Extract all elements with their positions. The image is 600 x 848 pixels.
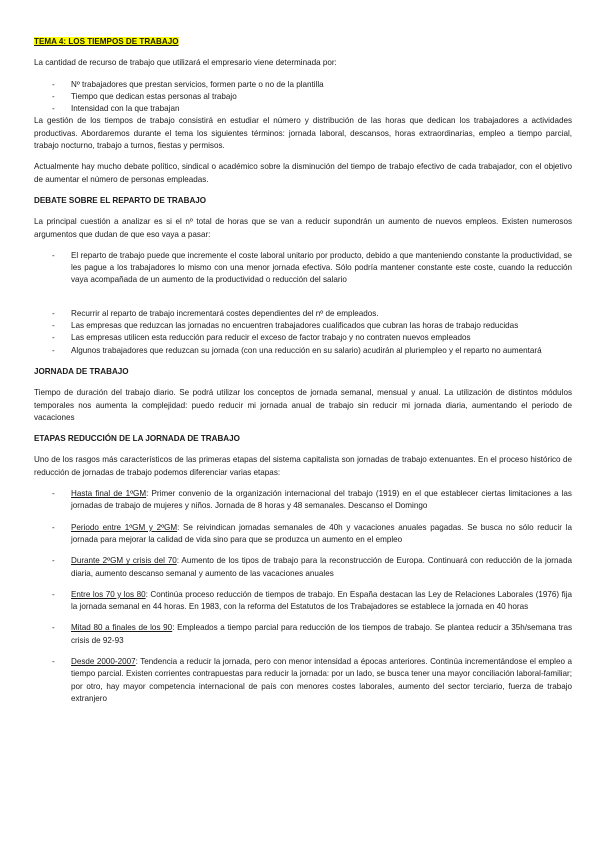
etapa-text: : Continúa proceso reducción de tiempos de trabajo. En España destacan las Ley de Relaciones Laborales (1976) fija la jornada semanal en 44 horas. En 1983, con la reforma del Estatutos de los Trabajadores se establece la jornada en 40 horas <box>71 589 572 612</box>
etapas-list <box>34 488 572 705</box>
paragraph-jornada: Tiempo de duración del trabajo diario. Se podrá utilizar los conceptos de jornada semanal, mensual y anual. La utilización de distintos módulos temporales nos aumenta la complejidad: puedo reducir mi jornada anual de trabajo sin reducir mi jornada diaria, aumentando el periodo de vacaciones <box>34 388 572 422</box>
list-item <box>34 622 572 647</box>
list-item: - Nº trabajadores que prestan servicios, formen parte o no de la plantilla <box>34 79 572 91</box>
list-item: - Algunos trabajadores que reduzcan su jornada (con una reducción en su salario) acudirán al pluriempleo y el reparto no aumentará <box>34 345 572 357</box>
etapa-text: : Se reivindican jornadas semanales de 40h y vacaciones anuales pagadas. Se busca no sólo reducir la jornada para mejorar la calidad de vida sino para que se produzca un aumento en el empleo <box>71 522 572 544</box>
etapa-text: : Primer convenio de la organización internacional del trabajo (1919) en el que establecer ciertas limitaciones a las jornadas de trabajo de mujeres y niños. Jornada de 8 horas y 48 semanales. Descanso el Domingo <box>71 489 572 511</box>
section-heading-etapas: ETAPAS REDUCCIÓN DE LA JORNADA DE TRABAJO <box>34 434 240 444</box>
paragraph-gestion: La gestión de los tiempos de trabajo consistirá en estudiar el número y distribución de las horas que dedican los trabajadores a actividades productivas. Abordaremos durante el tema los siguientes términos: jornada laboral, descansos, horas extraordinarias, empleo a tiempo parcial, trabajo nocturno, trabajo a turnos, fiestas y permisos. <box>34 116 572 151</box>
etapa-label: Entre los 70 y los 80 <box>71 589 146 599</box>
document-title-row <box>34 36 572 48</box>
list-item: - El reparto de trabajo puede que incremente el coste laboral unitario por producto, debido a que manteniendo constante la productividad, se les pague a los trabajadores lo mismo con una menor jornada efectiva. Sólo podría mantener constante este coste, cuando la reducción vaya acompañada de un aumento de la productividad o reducción del salario <box>34 250 572 287</box>
paragraph-debate: La principal cuestión a analizar es si el nº total de horas que se van a reducir supondrán un aumento de nuevos empleos. Existen numerosos argumentos que dudan de que eso vaya a pasar: <box>34 217 572 239</box>
list-item <box>34 656 572 705</box>
etapa-text: : Aumento de los tipos de trabajo para la reconstrucción de Europa. Continuará con reducción de la jornada diaria, aumento descanso semanal y aumento de las vacaciones anuales <box>71 556 572 578</box>
list-item: - Tiempo que dedican estas personas al trabajo <box>34 91 572 103</box>
list-item: - Las empresas utilicen esta reducción para reducir el exceso de factor trabajo y no contraten nuevos empleados <box>34 332 572 344</box>
paragraph-etapas: Uno de los rasgos más característicos de las primeras etapas del sistema capitalista son jornadas de trabajo extenuantes. En el proceso histórico de reducción de jornadas de trabajo podemos diferenciar varias etapas: <box>34 455 572 477</box>
intro-list <box>34 79 572 116</box>
etapa-text: : Empleados a tiempo parcial para reducción de los tiempos de trabajo. Se plantea reducir a 35h/semana tras crisis de 92-93 <box>71 623 572 645</box>
intro-paragraph: La cantidad de recurso de trabajo que utilizará el empresario viene determinada por: <box>34 58 337 68</box>
etapa-label: Hasta final de 1ºGM <box>71 489 147 499</box>
list-item <box>34 522 572 547</box>
etapa-text: : Tendencia a reducir la jornada, pero con menor intensidad a épocas anteriores. Continúa incrementándose el empleo a tiempo parcial. Existen corrientes contrapuestas para reducir la jornada: por un lado, se busca tener una mayor conciliación laboral-familiar; por otro, hay mayor competencia internacional de país con menores costes laborales, aumento del sector terciario, fuerza de trabajo extranjero <box>71 656 572 703</box>
list-item: - Recurrir al reparto de trabajo incrementará costes dependientes del nº de empleados. <box>34 308 572 320</box>
etapa-label: Periodo entre 1ºGM y 2ºGM <box>71 522 178 532</box>
list-item <box>34 488 572 513</box>
list-item <box>34 555 572 580</box>
etapa-label: Mitad 80 a finales de los 90 <box>71 623 173 633</box>
section-heading-debate: DEBATE SOBRE EL REPARTO DE TRABAJO <box>34 195 207 205</box>
list-item <box>34 589 572 614</box>
paragraph-debate-politico: Actualmente hay mucho debate político, sindical o académico sobre la disminución del tiempo de trabajo efectivo de cada trabajador, con el objetivo de aumentar el número de personas empleadas. <box>34 162 572 184</box>
document-title: TEMA 4: LOS TIEMPOS DE TRABAJO <box>34 37 179 46</box>
section-heading-jornada: JORNADA DE TRABAJO <box>34 366 129 376</box>
list-item: - Intensidad con la que trabajan <box>34 103 572 115</box>
etapa-label: Desde 2000-2007 <box>71 656 136 666</box>
list-item: - Las empresas que reduzcan las jornadas no encuentren trabajadores cualificados que cubran las horas de trabajo reducidas <box>34 320 572 332</box>
debate-list <box>34 250 572 357</box>
etapa-label: Durante 2ºGM y crisis del 70 <box>71 556 177 566</box>
